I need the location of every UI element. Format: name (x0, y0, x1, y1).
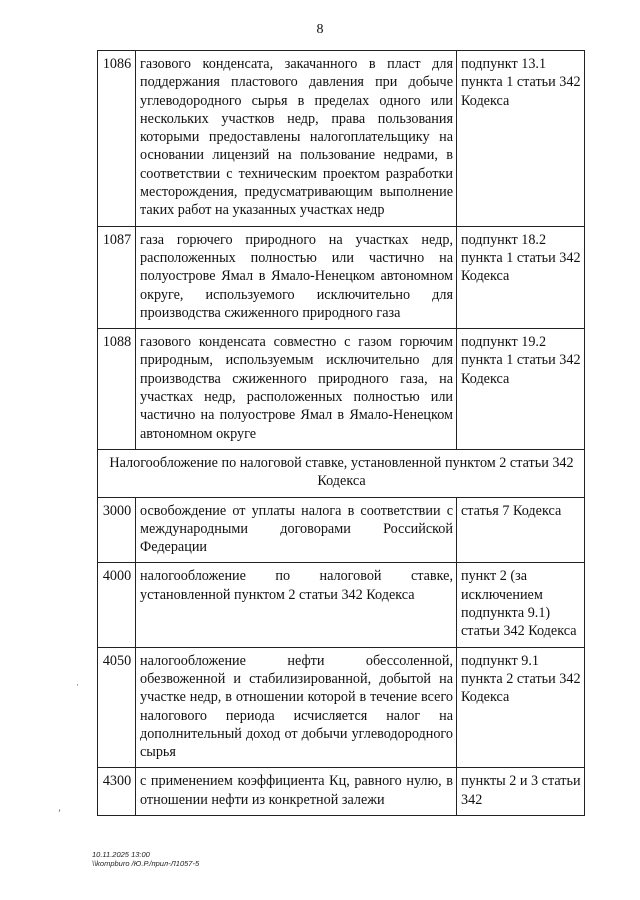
footer (92, 850, 199, 868)
description-cell: газового конденсата совместно с газом горючим природным, используемым исключительно для производства сжиженного природного газа, на участках недр, расположенных полностью или частично на полуострове Ямал в Ямало-Ненецком автономном округе (136, 329, 457, 450)
reference-cell: подпункт 13.1 пункта 1 статьи 342 Кодекса (457, 51, 585, 227)
section-heading: Налогообложение по налоговой ставке, установленной пунктом 2 статьи 342 Кодекса (98, 449, 585, 497)
code-cell: 1087 (98, 226, 136, 328)
description-cell: освобождение от уплаты налога в соответствии с международными договорами Российской Федерации (136, 497, 457, 563)
table-row (98, 226, 585, 328)
description-cell: газа горючего природного на участках недр, расположенных полностью или частично на полуострове Ямал в Ямало-Ненецком автономном округе, используемого исключительно для производства сжиженного природного газа (136, 226, 457, 328)
code-cell: 4300 (98, 768, 136, 816)
reference-cell: подпункт 19.2 пункта 1 статьи 342 Кодекса (457, 329, 585, 450)
table-row (98, 768, 585, 816)
table-row (98, 51, 585, 227)
code-table (97, 50, 585, 816)
table-row (98, 563, 585, 647)
scan-mark: · (76, 680, 79, 690)
reference-cell: пункт 2 (за исключением подпункта 9.1) статьи 342 Кодекса (457, 563, 585, 647)
description-cell: налогообложение по налоговой ставке, установленной пунктом 2 статьи 342 Кодекса (136, 563, 457, 647)
page-number: 8 (316, 22, 324, 37)
reference-cell: подпункт 18.2 пункта 1 статьи 342 Кодекса (457, 226, 585, 328)
reference-cell: статья 7 Кодекса (457, 497, 585, 563)
footer-timestamp: 10.11.2025 13:00 (92, 850, 150, 859)
code-cell: 4050 (98, 647, 136, 768)
description-cell: налогообложение нефти обессоленной, обезвоженной и стабилизированной, добытой на участке недр, в отношении которой в течение всего налогового периода исчисляется налог на дополнительный доход от добычи углеводородного сырья (136, 647, 457, 768)
scan-mark: ʼ (58, 808, 61, 818)
section-row (98, 449, 585, 497)
footer-path: \\kompburo /Ю.Р./прил-Л1057-5 (92, 859, 200, 868)
code-cell: 1086 (98, 51, 136, 227)
description-cell: газового конденсата, закачанного в пласт для поддержания пластового давления при добыче углеводородного сырья в пределах одного или нескольких участков недр, права пользования которыми предоставлены налогоплательщику на основании лицензий на пользование недрами, в соответствии с техническим проектом разработки месторождения, предусматривающим выполнение таких работ на указанных участках недр (136, 51, 457, 227)
reference-cell: пункты 2 и 3 статьи 342 (457, 768, 585, 816)
code-cell: 1088 (98, 329, 136, 450)
code-cell: 4000 (98, 563, 136, 647)
description-cell: с применением коэффициента Кц, равного нулю, в отношении нефти из конкретной залежи (136, 768, 457, 816)
table-row (98, 329, 585, 450)
table-row (98, 497, 585, 563)
table-row (98, 647, 585, 768)
reference-cell: подпункт 9.1 пункта 2 статьи 342 Кодекса (457, 647, 585, 768)
code-cell: 3000 (98, 497, 136, 563)
